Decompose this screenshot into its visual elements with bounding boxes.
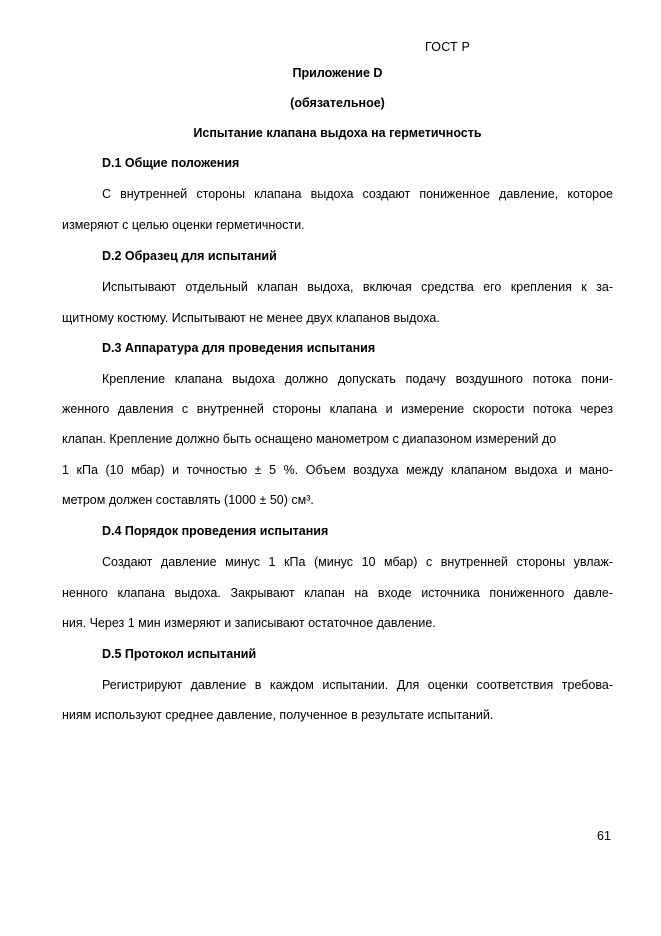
section-title: D.4 Порядок проведения испытания: [102, 524, 329, 538]
paragraph-line: щитному костюму. Испытывают не менее двух клапанов выдоха.: [62, 311, 440, 325]
paragraph-line: метром должен составлять (1000 ± 50) см³.: [62, 493, 314, 507]
page-number: 61: [597, 829, 611, 843]
section-title: D.5 Протокол испытаний: [102, 647, 257, 661]
paragraph-line: женного давления с внутренней стороны клапана и измерение скорости потока через: [62, 402, 613, 416]
section-title: D.2 Образец для испытаний: [102, 249, 277, 263]
standard-header: ГОСТ Р: [425, 40, 471, 54]
paragraph-line: Регистрируют давление в каждом испытании. Для оценки соответствия требова-: [102, 678, 613, 692]
appendix-heading: Испытание клапана выдоха на герметичность: [193, 126, 482, 140]
appendix-title: Приложение D: [292, 66, 383, 80]
paragraph-line: клапан. Крепление должно быть оснащено манометром с диапазоном измерений до: [62, 432, 557, 446]
appendix-status: (обязательное): [290, 96, 385, 110]
paragraph-line: Крепление клапана выдоха должно допускать подачу воздушного потока пони-: [102, 372, 613, 386]
section-title: D.3 Аппаратура для проведения испытания: [102, 341, 376, 355]
paragraph-line: Создают давление минус 1 кПа (минус 10 мбар) с внутренней стороны увлаж-: [102, 555, 613, 569]
paragraph-line: ния. Через 1 мин измеряют и записывают остаточное давление.: [62, 616, 436, 630]
paragraph-line: С внутренней стороны клапана выдоха создают пониженное давление, которое: [102, 187, 613, 201]
paragraph-line: Испытывают отдельный клапан выдоха, включая средства его крепления к за-: [102, 280, 613, 294]
paragraph-line: ненного клапана выдоха. Закрывают клапан на входе источника пониженного давле-: [62, 586, 613, 600]
paragraph-line: измеряют с целью оценки герметичности.: [62, 218, 305, 232]
paragraph-line: 1 кПа (10 мбар) и точностью ± 5 %. Объем воздуха между клапаном выдоха и мано-: [62, 463, 613, 477]
paragraph-line: ниям используют среднее давление, полученное в результате испытаний.: [62, 708, 494, 722]
section-title: D.1 Общие положения: [102, 156, 240, 170]
